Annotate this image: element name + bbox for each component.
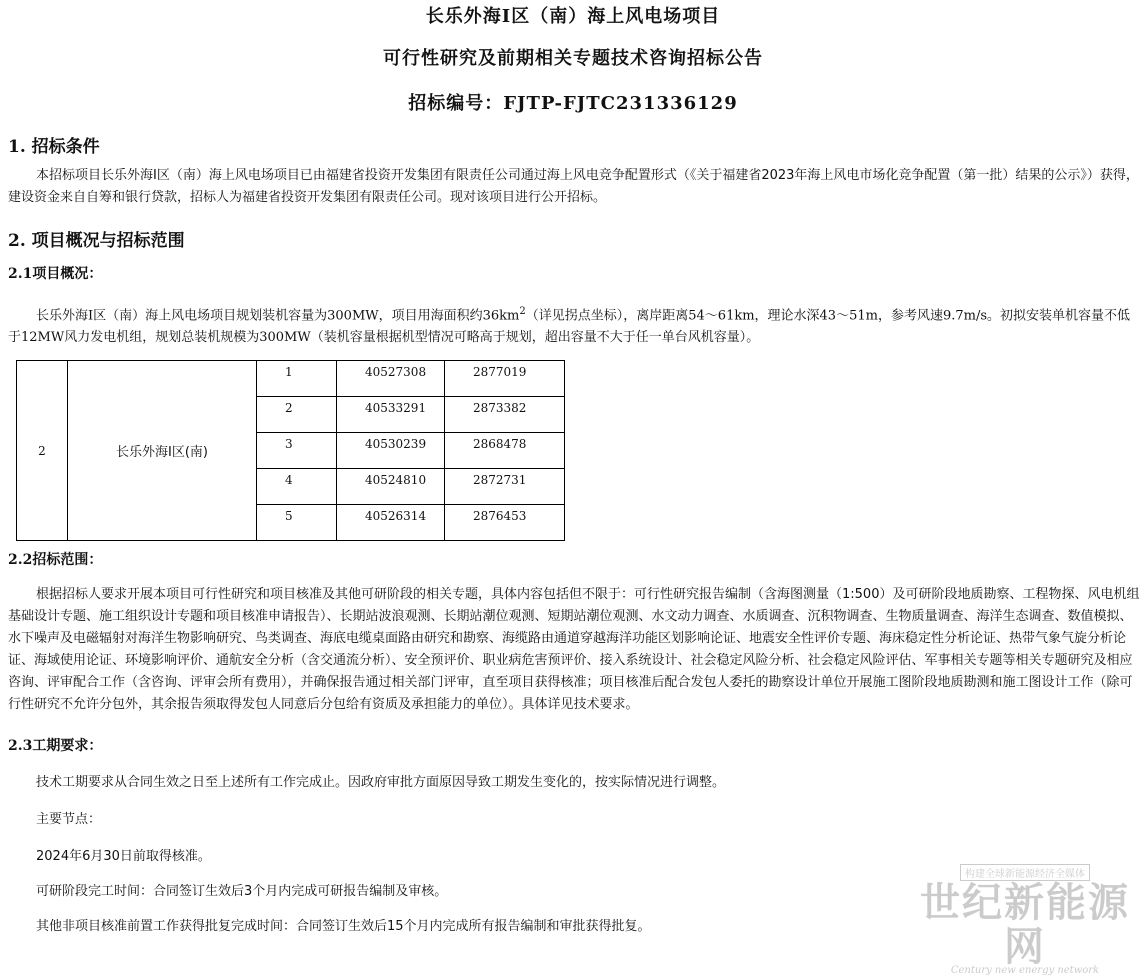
point-number-cell: 3	[257, 433, 337, 469]
section-2-1-text	[8, 301, 1142, 349]
section-1-heading: 1. 招标条件	[8, 137, 100, 157]
title-study: 可行性研究及前期相关专题技术咨询招标公告	[383, 48, 763, 69]
section-2-1-text-a: 长乐外海I区（南）海上风电场项目规划装机容量为300MW，项目用海面积约36km	[36, 308, 520, 324]
section-2-1-text-b: （详见拐点坐标），离岸距离54～61km，理论水深43～51m，参考风速9.7m/s。初拟安装单机容量不低于12MW风力发电机组，规划总装机规模为300MW（装机容量根据机型情况可略高于规划，超出容量不大于任一单台风机容量）。	[8, 308, 1131, 346]
area-superscript: 2	[519, 306, 526, 317]
coord-x-cell: 40527308	[337, 361, 445, 397]
coord-x-cell: 40524810	[337, 469, 445, 505]
table-row	[17, 361, 565, 397]
coord-y-cell: 2877019	[445, 361, 565, 397]
section-2-1-heading: 2.1项目概况：	[8, 266, 103, 282]
title-project: 长乐外海I区（南）海上风电场项目	[425, 6, 721, 27]
coord-x-cell: 40533291	[337, 397, 445, 433]
coord-y-cell: 2868478	[445, 433, 565, 469]
title-bid-number: 招标编号：FJTP-FJTC231336129	[408, 93, 738, 114]
section-2-3-heading: 2.3工期要求：	[8, 738, 103, 754]
section-2-3-text: 技术工期要求从合同生效之日至上述所有工作完成止。因政府审批方面原因导致工期发生变化的，按实际情况进行调整。	[36, 775, 726, 790]
section-2-heading: 2. 项目概况与招标范围	[8, 231, 185, 251]
coord-y-cell: 2876453	[445, 505, 565, 541]
coord-y-cell: 2872731	[445, 469, 565, 505]
section-1-text: 本招标项目长乐外海I区（南）海上风电场项目已由福建省投资开发集团有限责任公司通过海上风电竞争配置形式（《关于福建省2023年海上风电市场化竞争配置（第一批）结果的公示》）获得，建设资金来自自筹和银行贷款，招标人为福建省投资开发集团有限责任公司。现对该项目进行公开招标。	[8, 168, 1139, 205]
point-number-cell: 1	[257, 361, 337, 397]
node-feasibility: 可研阶段完工时间：合同签订生效后3个月内完成可研报告编制及审核。	[36, 884, 448, 899]
point-number-cell: 4	[257, 469, 337, 505]
coord-x-cell: 40530239	[337, 433, 445, 469]
node-other-approval: 其他非项目核准前置工作获得批复完成时间：合同签订生效后15个月内完成所有报告编制和审批获得批复。	[36, 919, 651, 934]
section-2-2-text: 根据招标人要求开展本项目可行性研究和项目核准及其他可研阶段的相关专题，具体内容包括但不限于：可行性研究报告编制（含海图测量（1:500）及可研阶段地质勘察、工程物探、风电机组基础设计专题、施工组织设计专题和项目核准申请报告）、长期站波浪观测、长期站潮位观测、短期站潮位观测、水文动力调查、水质调查、沉积物调查、生物质量调查、海洋生态调查、数值模拟、水下噪声及电磁辐射对海洋生物影响研究、鸟类调查、海底电缆桌面路由研究和勘察、海缆路由通道穿越海洋功能区划影响论证、地震安全性评价专题、海床稳定性分析论证、热带气象气旋分析论证、海域使用论证、环境影响评价、通航安全分析（含交通流分析）、安全预评价、职业病危害预评价、接入系统设计、社会稳定风险分析、社会稳定风险评估、军事相关专题等相关专题研究及相应咨询、评审配合工作（含咨询、评审会所有费用），并确保报告通过相关部门评审，直至项目获得核准；项目核准后配合发包人委托的勘察设计单位开展施工图阶段地质勘测和施工图设计工作（除可行性研究不允许分包外，其余报告须取得发包人同意后分包给有资质及承担能力的单位）。具体详见技术要求。	[8, 587, 1140, 712]
area-seq-cell: 2	[17, 361, 68, 541]
section-2-2-heading: 2.2招标范围：	[8, 552, 103, 568]
area-name-cell: 长乐外海I区(南)	[68, 361, 257, 541]
node-approval: 2024年6月30日前取得核准。	[36, 849, 211, 864]
coord-x-cell: 40526314	[337, 505, 445, 541]
point-number-cell: 5	[257, 505, 337, 541]
watermark-tagline: 构建全球新能源经济全媒体	[960, 864, 1090, 881]
point-number-cell: 2	[257, 397, 337, 433]
watermark-logo	[912, 862, 1138, 976]
watermark-brand: 世纪新能源网	[920, 880, 1130, 970]
main-nodes-label: 主要节点：	[36, 812, 102, 827]
watermark-english: Century new energy network	[950, 965, 1100, 976]
coord-y-cell: 2873382	[445, 397, 565, 433]
coordinates-table	[16, 360, 565, 541]
